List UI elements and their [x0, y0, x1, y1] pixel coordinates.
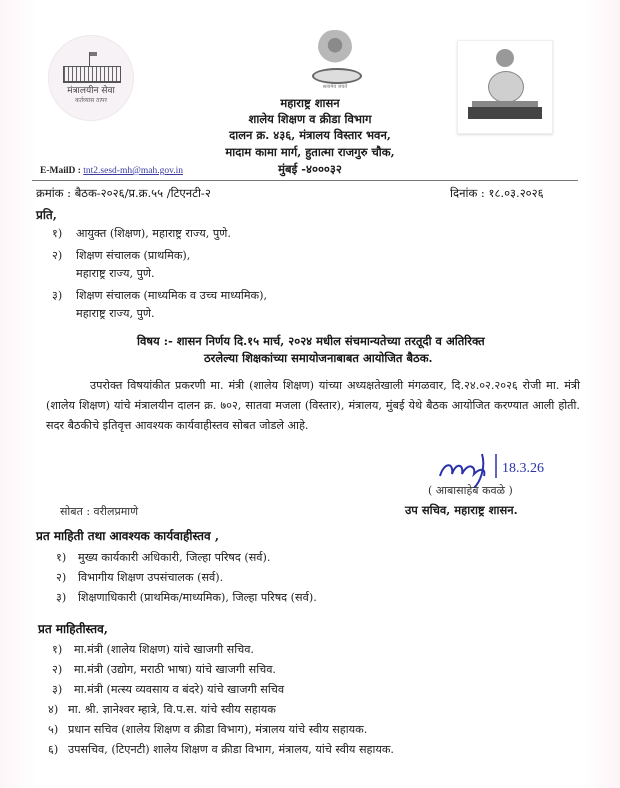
item-text: शिक्षण संचालक (प्राथमिक),: [76, 249, 191, 262]
flag-icon: [89, 52, 98, 66]
item-text: आयुक्त (शिक्षण), महाराष्ट्र राज्य, पुणे.: [76, 227, 231, 240]
tree-icon: [496, 49, 514, 67]
emblem-motto: सत्यमेव जयते: [322, 84, 348, 90]
letter-date: दिनांक : १८.०३.२०२६: [450, 186, 544, 200]
reference-number: क्रमांक : बैठक-२०२६/प्र.क्र.५५ /टिएनटी-२: [36, 186, 211, 200]
item-text: शिक्षण संचालक (माध्यमिक व उच्च माध्यमिक),: [76, 289, 268, 302]
email-link[interactable]: tnt2.sesd-mh@mah.gov.in: [83, 166, 183, 176]
enclosure-note: सोबत : वरीलप्रमाणे: [60, 505, 139, 518]
to-label: प्रति,: [36, 208, 57, 222]
signatory-name: ( आबासाहेब कवळे ): [428, 484, 513, 497]
item-number: ३): [52, 289, 63, 302]
signatory-designation: उप सचिव, महाराष्ट्र शासन.: [405, 503, 518, 517]
item-number: २): [56, 571, 67, 584]
address-line-2: मादाम कामा मार्ग, हुतात्मा राजगुरु चौक,: [225, 145, 395, 159]
item-text: मा.मंत्री (मत्स्य व्यवसाय व बंदरे) यांचे खाजगी सचिव: [74, 683, 285, 696]
item-number: ३): [56, 591, 67, 604]
department-name: शालेय शिक्षण व क्रीडा विभाग: [248, 112, 372, 126]
national-emblem-icon: [306, 30, 364, 92]
item-number: ६): [48, 743, 59, 756]
item-number: १): [52, 227, 63, 240]
subject-line: विषय :- शासन निर्णय दि.१५ मार्च, २०२४ मधील संचमान्यतेच्या तरतूदी व अतिरिक्त: [137, 334, 485, 348]
address-line-1: दालन क्र. ४३६, मंत्रालय विस्तार भवन,: [229, 128, 391, 142]
signature-icon: [436, 448, 546, 488]
email-line: [40, 166, 183, 176]
item-text: मा. श्री. ज्ञानेश्वर म्हात्रे, वि.प.स. यांचे स्वीय सहायक: [68, 703, 276, 716]
item-number: १): [56, 551, 67, 564]
item-text: महाराष्ट्र राज्य, पुणे.: [76, 267, 155, 280]
item-number: ५): [48, 723, 59, 736]
item-text: मा.मंत्री (शालेय शिक्षण) यांचे खाजगी सचिव.: [74, 643, 254, 656]
subject-line-continued: ठरलेल्या शिक्षकांच्या समायोजनाबाबत आयोजित बैठक.: [204, 351, 433, 365]
item-number: ४): [48, 703, 59, 716]
item-number: ३): [52, 683, 63, 696]
lion-capital-icon: [318, 30, 352, 68]
copy-action-heading: प्रत माहिती तथा आवश्यक कार्यवाहीस्तव ,: [36, 529, 219, 543]
item-text: उपसचिव, (टिएनटी) शालेय शिक्षण व क्रीडा विभाग, मंत्रालय, यांचे स्वीय सहायक.: [68, 743, 394, 756]
item-number: १): [52, 643, 63, 656]
address-line-3: मुंबई -४०००३२: [278, 162, 342, 176]
header-divider: [32, 180, 578, 181]
item-number: २): [52, 249, 63, 262]
item-text: महाराष्ट्र राज्य, पुणे.: [76, 307, 155, 320]
email-label: E-MailD :: [40, 166, 81, 176]
body-paragraph: [46, 376, 580, 436]
item-text: शिक्षणाधिकारी (प्राथमिक/माध्यमिक), जिल्हा परिषद (सर्व).: [78, 591, 317, 604]
building-icon: [63, 66, 121, 83]
body-text: उपरोक्त विषयांकीत प्रकरणी मा. मंत्री (शालेय शिक्षण) यांच्या अध्यक्षतेखाली मंगळवार, दि.२४.०२.२०२६ रोजी मा. मंत्री (शालेय शिक्षण) यांचे मंत्रालयीन दालन क्र. ७०२, सातवा मजला (विस्तार), मंत्रालय, मुंबई येथे बैठक आयोजित करण्यात आली होती. सदर बैठकीचे इतिवृत्त आवश्यक कार्यवाहीस्तव सोबत जोडले आहे.: [46, 379, 580, 432]
logo-subtitle: कर्तव्यास तत्पर: [75, 97, 107, 104]
item-number: २): [52, 663, 63, 676]
item-text: प्रधान सचिव (शालेय शिक्षण व क्रीडा विभाग), मंत्रालय यांचे स्वीय सहायक.: [68, 723, 368, 736]
signature-date: 18.3.26: [502, 461, 544, 476]
copy-info-heading: प्रत माहितीस्तव,: [38, 622, 108, 636]
item-text: विभागीय शिक्षण उपसंचालक (सर्व).: [78, 571, 224, 584]
govt-name: महाराष्ट्र शासन: [280, 96, 340, 110]
item-text: मा.मंत्री (उद्योग, मराठी भाषा) यांचे खाजगी सचिव.: [74, 663, 276, 676]
logo-title: मंत्रालयीन सेवा: [67, 86, 115, 96]
item-text: मुख्य कार्यकारी अधिकारी, जिल्हा परिषद (सर्व).: [78, 551, 271, 564]
emblem-base: [312, 68, 362, 84]
